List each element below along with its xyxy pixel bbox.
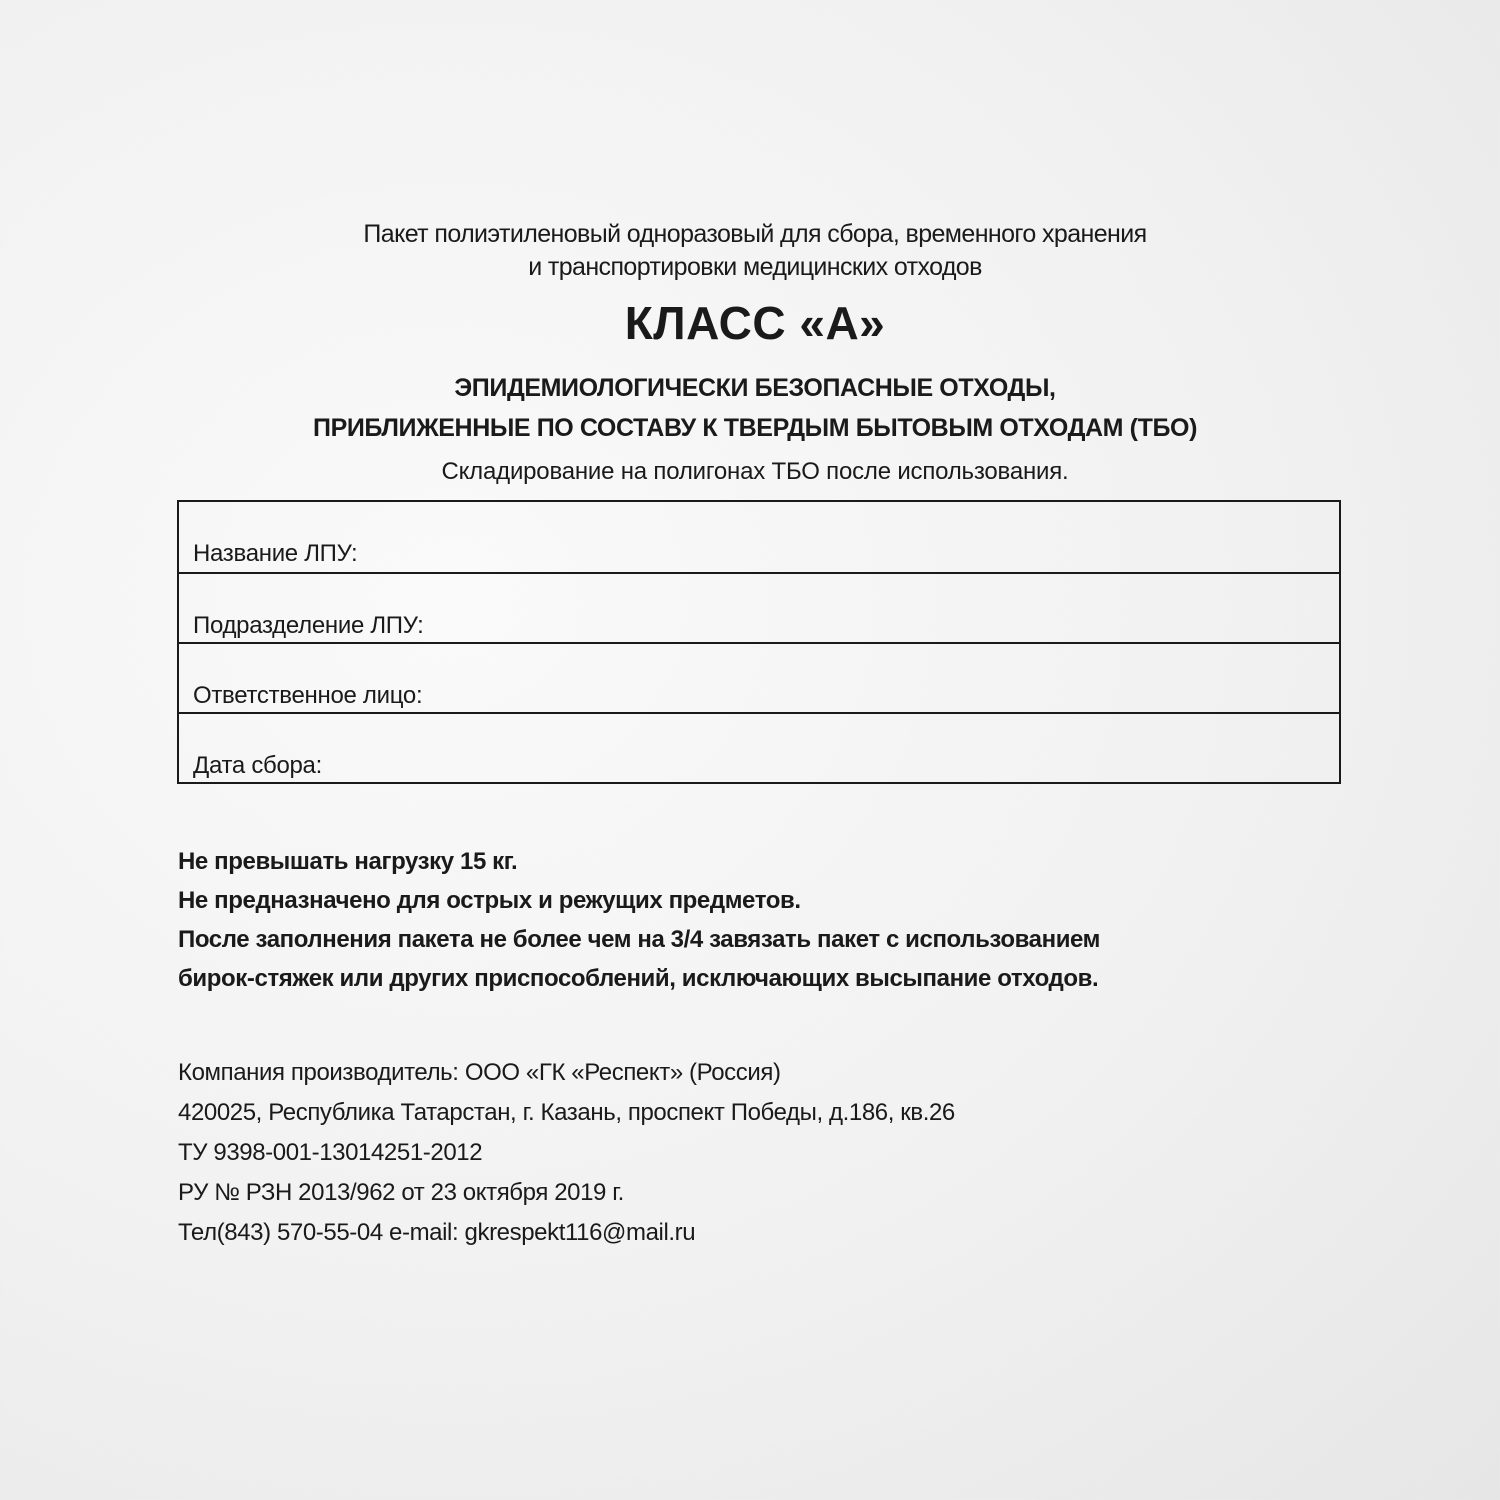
form-row-collection-date (179, 712, 1339, 784)
form-row-department (179, 572, 1339, 644)
address: 420025, Республика Татарстан, г. Казань, проспект Победы, д.186, кв.26 (178, 1099, 955, 1126)
storage-instruction: Складирование на полигонах ТБО после использования. (441, 458, 1069, 485)
field-label: Название ЛПУ: (193, 540, 358, 567)
field-label: Ответственное лицо: (193, 682, 423, 709)
manufacturer: Компания производитель: ООО «ГК «Респект» (Россия) (178, 1059, 781, 1086)
class-title: КЛАСС «А» (624, 297, 886, 349)
note-tie-instruction-1: После заполнения пакета не более чем на 3/4 завязать пакет с использованием (178, 926, 1101, 953)
note-max-load: Не превышать нагрузку 15 кг. (178, 848, 518, 875)
waste-subtitle-line1: ЭПИДЕМИОЛОГИЧЕСКИ БЕЗОПАСНЫЕ ОТХОДЫ, (454, 374, 1056, 402)
contacts: Тел(843) 570-55-04 e-mail: gkrespekt116@mail.ru (178, 1219, 696, 1246)
bag-description-line1: Пакет полиэтиленовый одноразовый для сбора, временного хранения (363, 220, 1147, 248)
form-row-responsible-person (179, 642, 1339, 714)
registration-number: РУ № РЗН 2013/962 от 23 октября 2019 г. (178, 1179, 624, 1206)
note-not-for-sharps: Не предназначено для острых и режущих предметов. (178, 887, 801, 914)
label-form (177, 500, 1341, 784)
note-tie-instruction-2: бирок-стяжек или других приспособлений, исключающих высыпание отходов. (178, 965, 1099, 992)
field-label: Дата сбора: (193, 752, 322, 779)
waste-subtitle-line2: ПРИБЛИЖЕННЫЕ ПО СОСТАВУ К ТВЕРДЫМ БЫТОВЫМ ОТХОДАМ (ТБО) (313, 414, 1197, 442)
field-label: Подразделение ЛПУ: (193, 612, 424, 639)
technical-spec: ТУ 9398-001-13014251-2012 (178, 1139, 483, 1166)
bag-description-line2: и транспортировки медицинских отходов (528, 253, 982, 281)
form-row-facility-name (179, 502, 1339, 572)
